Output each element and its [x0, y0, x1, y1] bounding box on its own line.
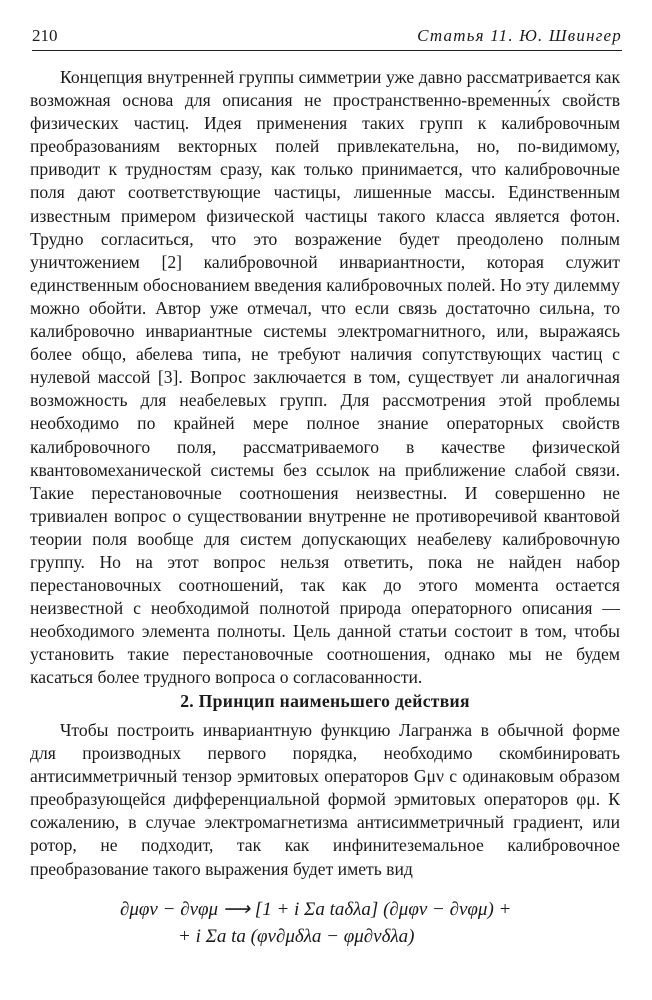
formula-line-1: ∂μφν − ∂νφμ ⟶ [1 + i Σa taδλa] (∂μφν − ∂νφμ) + [120, 899, 512, 920]
page-header [32, 22, 622, 51]
body-paragraph-1-block [30, 66, 620, 690]
section-heading: 2. Принцип наименьшего действия [180, 691, 470, 711]
body-paragraph-2-block [30, 719, 620, 881]
body-paragraph-2: Чтобы построить инвариантную функцию Лагранжа в обычной форме для производных первого порядка, необходимо скомбинировать антисимметричный тензор эрмитовых операторов Gμν с одинаковым образом преобразующейся дифференциальной формой эрмитовых операторов φμ. К сожалению, в случае электромагнетизма антисимметричный градиент, или ротор, не подходит, так как инфинитеземальное калибровочное преобразование такого выражения будет иметь вид [30, 720, 620, 879]
formula-line-2: + i Σa ta (φν∂μδλa − φμ∂νδλa) [178, 926, 415, 947]
page-number: 210 [32, 26, 58, 45]
body-paragraph-1: Концепция внутренней группы симметрии уже давно рассматривается как возможная основа для описания не пространственно-временны́х свойств физических частиц. Идея применения таких групп к калибровочным преобразованиям векторных полей привлекательна, но, по-видимому, приводит к трудностям сразу, как только принимается, что калибровочные поля дают соответствующие частицы, лишенные массы. Единственным известным примером физической частицы такого класса является фотон. Трудно согласиться, что это возражение будет преодолено полным уничтожением [2] калибровочной инвариантности, которая служит единственным обоснованием введения калибровочных полей. Но эту дилемму можно обойти. Автор уже отмечал, что если связь достаточно сильна, то калибровочно инвариантные системы электромагнитного, или, выражаясь более общо, абелева типа, не требуют наличия сопутствующих частиц с нулевой массой [3]. Вопрос заключается в том, существует ли аналогичная возможность для неабелевых групп. Для рассмотрения этой проблемы необходимо по крайней мере полное знание операторных свойств калибровочного поля, рассматриваемого в качестве физической квантовомеханической системы без ссылок на приближение слабой связи. Такие перестановочные соотношения неизвестны. И совершенно не тривиален вопрос о существовании внутренне не противоречивой квантовой теории поля вообще для систем допускающих неабелеву калибровочную группу. Но на этот вопрос нельзя ответить, пока не найден набор перестановочных соотношений, так как до этого момента остается неизвестной с необходимой полнотой природа операторного описания — необходимого элемента полноты. Цель данной статьи состоит в том, чтобы установить такие перестановочные соотношения, однако мы не будем касаться более трудного вопроса о согласованности. [30, 67, 620, 688]
running-head: Статья 11. Ю. Швингер [417, 26, 622, 45]
